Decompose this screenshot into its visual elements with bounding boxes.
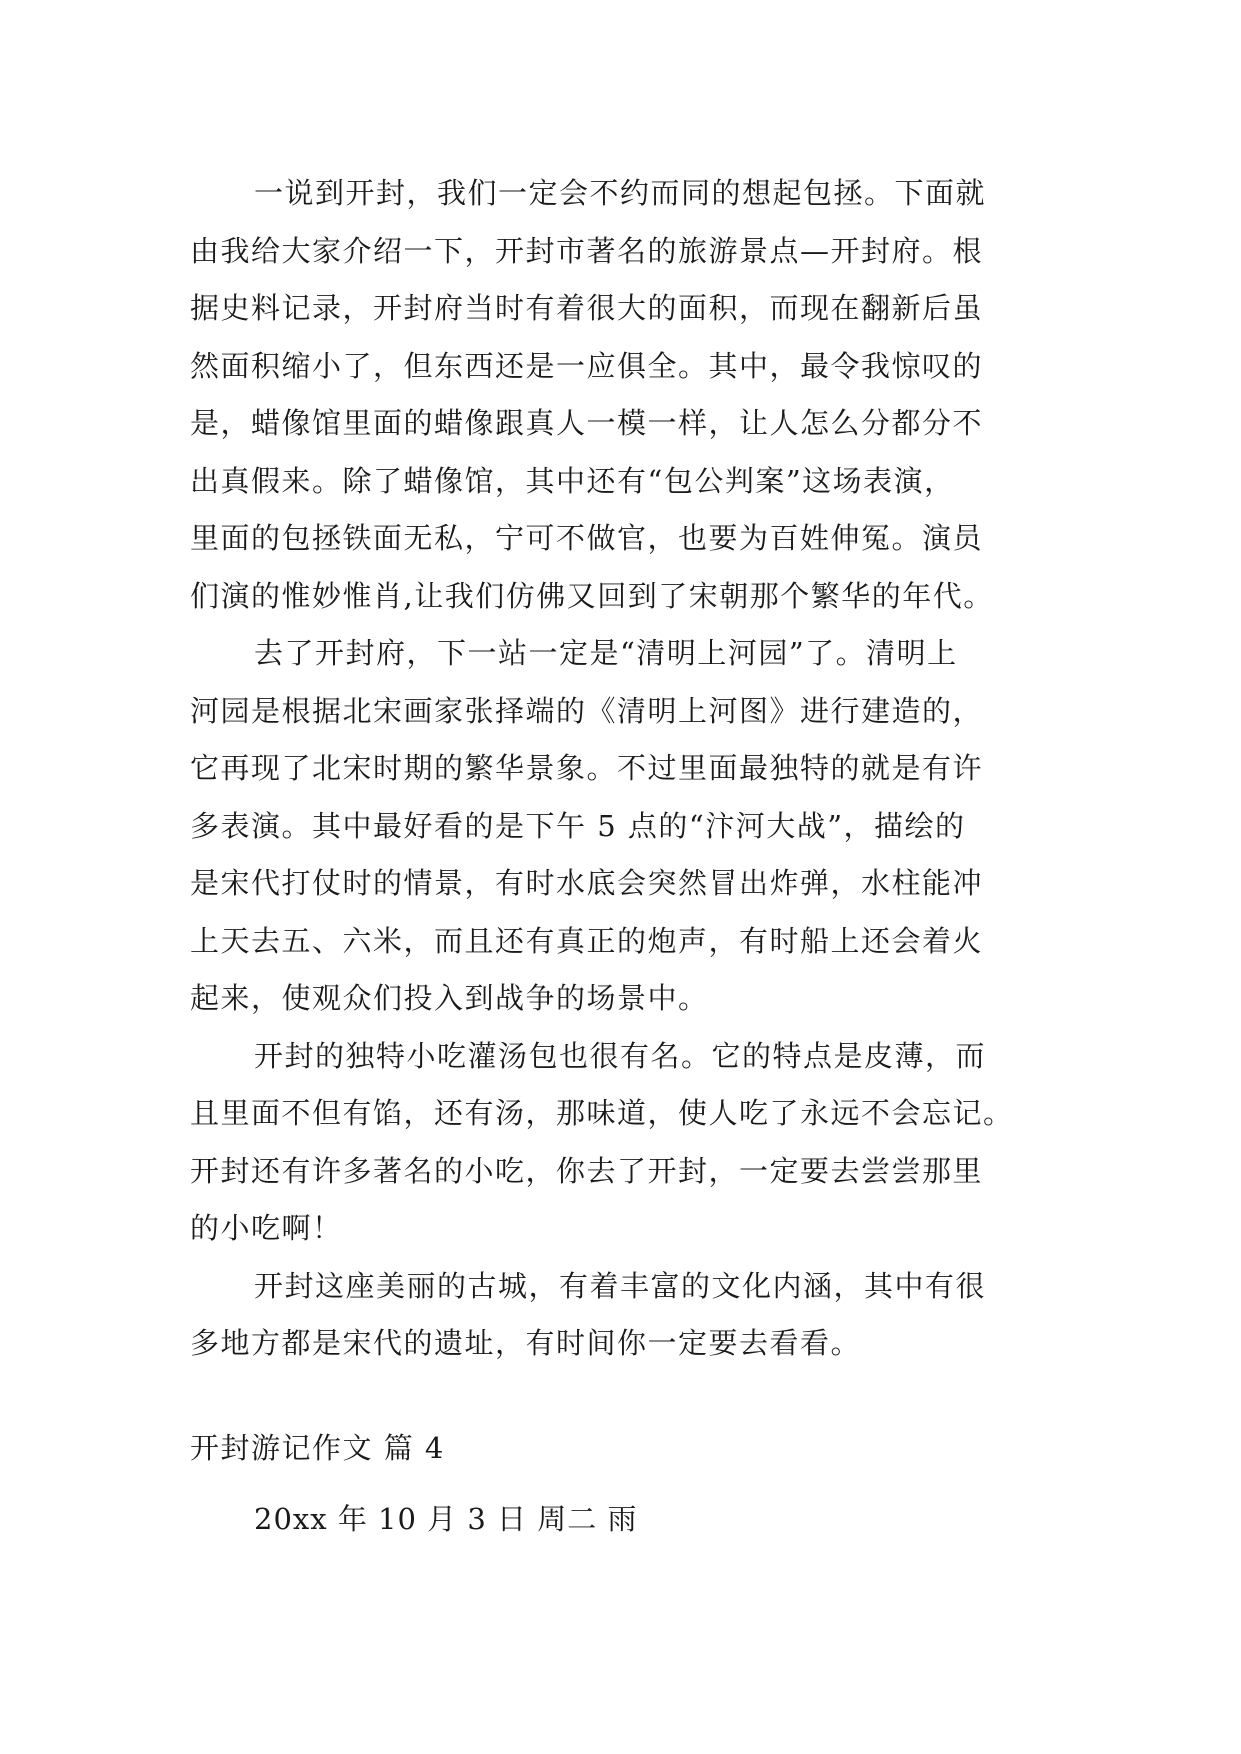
document-body xyxy=(190,165,1050,1373)
section-heading: 开封游记作文 篇 4 xyxy=(190,1431,445,1465)
paragraph-soup-dumplings: 开封的独特小吃灌汤包也很有名。它的特点是皮薄，而 且里面不但有馅，还有汤，那味道，使人吃了永远不会忘记。 开封还有许多著名的小吃，你去了开封，一定要去尝尝那里 的小吃啊！ xyxy=(190,1038,1014,1245)
paragraph-conclusion: 开封这座美丽的古城，有着丰富的文化内涵，其中有很 多地方都是宋代的遗址，有时间你一定要去看看。 xyxy=(190,1268,987,1360)
date-line: 20xx 年 10 月 3 日 周二 雨 xyxy=(254,1502,638,1536)
paragraph-qingming-garden: 去了开封府，下一站一定是“清明上河园”了。清明上 河园是根据北宋画家张择端的《清明上河图》进行建造的， 它再现了北宋时期的繁华景象。不过里面最独特的就是有许 多表演。其中最好看的是下午 5 点的“汴河大战”，描绘的 是宋代打仗时的情景，有时水底会突然冒出炸弹，水柱能冲 上天去五、六米，而且还有真正的炮声，有时船上还会着火 起来，使观众们投入到战争的场景中。 xyxy=(190,636,984,1015)
paragraph-kaifeng-fu: 一说到开封，我们一定会不约而同的想起包拯。下面就 由我给大家介绍一下，开封市著名的旅游景点—开封府。根 据史料记录，开封府当时有着很大的面积，而现在翻新后虽 然面积缩小了，但东西还是一应俱全。其中，最令我惊叹的 是，蜡像馆里面的蜡像跟真人一模一样，让人怎么分都分不 出真假来。除了蜡像馆，其中还有“包公判案”这场表演， 里面的包拯铁面无私，宁可不做官，也要为百姓伸冤。演员 们演的惟妙惟肖,让我们仿佛又回到了宋朝那个繁华的年代。 xyxy=(190,176,994,613)
